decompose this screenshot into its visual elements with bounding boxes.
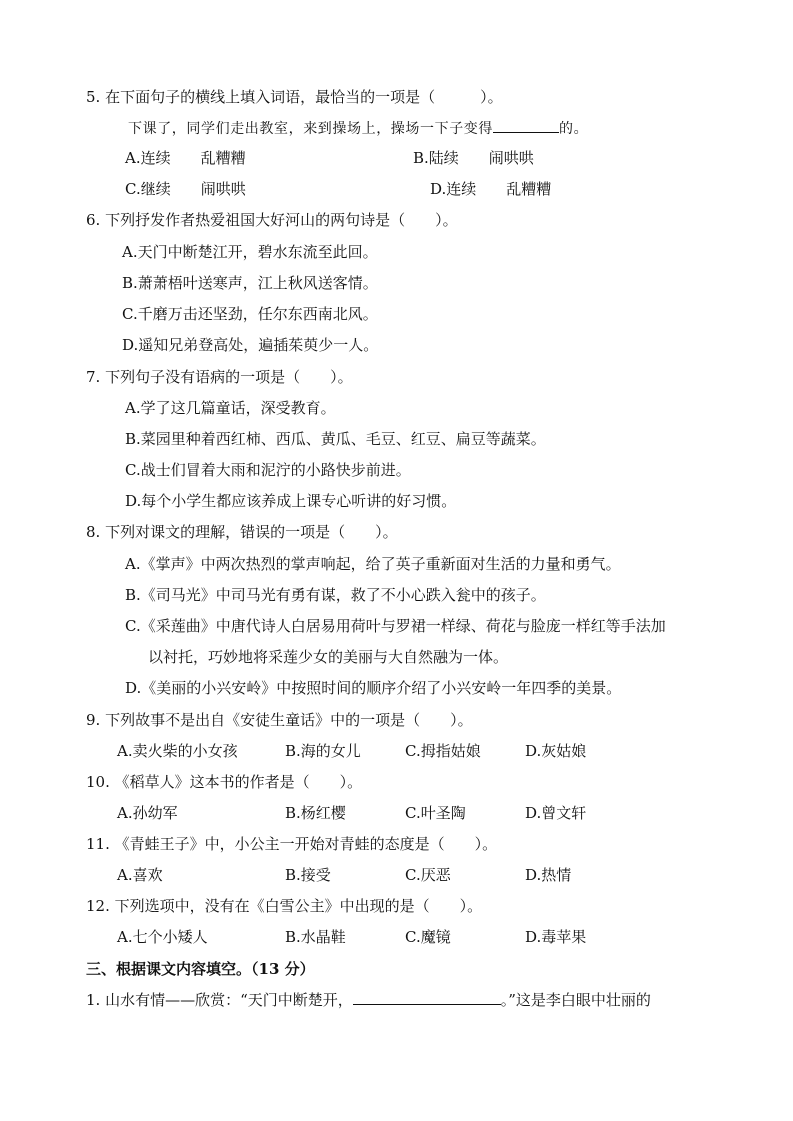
- question-7-option-d[interactable]: D.每个小学生都应该养成上课专心听讲的好习惯。: [125, 492, 457, 510]
- question-5-option-b[interactable]: B.陆续 闹哄哄: [413, 149, 534, 167]
- question-5-option-a[interactable]: A.连续 乱糟糟: [125, 149, 246, 167]
- question-5-sentence-text: 下课了，同学们走出教室，来到操场上，操场一下子变得: [128, 121, 493, 137]
- question-12-option-d[interactable]: D.毒苹果: [525, 928, 587, 946]
- question-11-option-d[interactable]: D.热情: [525, 866, 572, 884]
- question-6-stem: 6. 下列抒发作者热爱祖国大好河山的两句诗是（ ）。: [86, 211, 458, 229]
- section-3-question-1: [86, 990, 651, 1010]
- question-5-sentence-end: 的。: [559, 121, 589, 137]
- question-12-option-a[interactable]: A.七个小矮人: [117, 928, 208, 946]
- question-11-option-a[interactable]: A.喜欢: [117, 866, 163, 884]
- question-7-option-a[interactable]: A.学了这几篇童话，深受教育。: [125, 399, 336, 417]
- question-10-option-a[interactable]: A.孙幼军: [117, 804, 178, 822]
- question-5-sentence: [128, 118, 588, 139]
- question-6-option-d[interactable]: D.遥知兄弟登高处，遍插茱萸少一人。: [122, 336, 379, 354]
- question-12-stem: 12. 下列选项中，没有在《白雪公主》中出现的是（ ）。: [86, 897, 483, 915]
- question-12-option-b[interactable]: B.水晶鞋: [285, 928, 346, 946]
- question-9-option-b[interactable]: B.海的女儿: [285, 742, 361, 760]
- question-8-stem: 8. 下列对课文的理解，错误的一项是（ ）。: [86, 523, 398, 541]
- question-5-option-c[interactable]: C.继续 闹哄哄: [125, 180, 246, 198]
- question-5-blank[interactable]: [493, 118, 559, 133]
- question-11-option-b[interactable]: B.接受: [285, 866, 331, 884]
- question-9-stem: 9. 下列故事不是出自《安徒生童话》中的一项是（ ）。: [86, 711, 473, 729]
- question-7-stem: 7. 下列句子没有语病的一项是（ ）。: [86, 368, 353, 386]
- question-10-option-c[interactable]: C.叶圣陶: [405, 804, 466, 822]
- section-3-question-1-end: 。”这是李白眼中壮丽的: [500, 991, 651, 1009]
- question-8-option-c-line2[interactable]: 以衬托，巧妙地将采莲少女的美丽与大自然融为一体。: [148, 648, 509, 666]
- question-9-option-d[interactable]: D.灰姑娘: [525, 742, 587, 760]
- question-11-option-c[interactable]: C.厌恶: [405, 866, 451, 884]
- question-5-stem: 5. 在下面句子的横线上填入词语，最恰当的一项是（ ）。: [86, 88, 503, 106]
- section-3-question-1-text: 1. 山水有情——欣赏：“天门中断楚开，: [86, 991, 353, 1009]
- question-10-option-b[interactable]: B.杨红樱: [285, 804, 346, 822]
- question-10-stem: 10. 《稻草人》这本书的作者是（ ）。: [86, 773, 363, 791]
- section-3-question-1-blank[interactable]: [353, 990, 501, 1005]
- question-9-option-a[interactable]: A.卖火柴的小女孩: [117, 742, 238, 760]
- question-10-option-d[interactable]: D.曾文轩: [525, 804, 587, 822]
- question-9-option-c[interactable]: C.拇指姑娘: [405, 742, 481, 760]
- question-5-option-d[interactable]: D.连续 乱糟糟: [430, 180, 552, 198]
- question-6-option-a[interactable]: A.天门中断楚江开，碧水东流至此回。: [122, 243, 378, 261]
- question-6-option-b[interactable]: B.萧萧梧叶送寒声，江上秋风送客情。: [122, 274, 378, 292]
- question-8-option-b[interactable]: B.《司马光》中司马光有勇有谋，救了不小心跌入瓮中的孩子。: [125, 586, 546, 604]
- question-12-option-c[interactable]: C.魔镜: [405, 928, 451, 946]
- question-8-option-c-line1[interactable]: C.《采莲曲》中唐代诗人白居易用荷叶与罗裙一样绿、荷花与脸庞一样红等手法加: [125, 617, 666, 635]
- question-7-option-b[interactable]: B.菜园里种着西红柿、西瓜、黄瓜、毛豆、红豆、扁豆等蔬菜。: [125, 430, 546, 448]
- question-6-option-c[interactable]: C.千磨万击还坚劲，任尔东西南北风。: [122, 305, 378, 323]
- question-11-stem: 11. 《青蛙王子》中，小公主一开始对青蛙的态度是（ ）。: [86, 835, 498, 853]
- question-8-option-a[interactable]: A.《掌声》中两次热烈的掌声响起，给了英子重新面对生活的力量和勇气。: [125, 555, 621, 573]
- section-3-title: 三、根据课文内容填空。（13 分）: [86, 960, 315, 978]
- question-7-option-c[interactable]: C.战士们冒着大雨和泥泞的小路快步前进。: [125, 461, 411, 479]
- question-8-option-d[interactable]: D.《美丽的小兴安岭》中按照时间的顺序介绍了小兴安岭一年四季的美景。: [125, 679, 622, 697]
